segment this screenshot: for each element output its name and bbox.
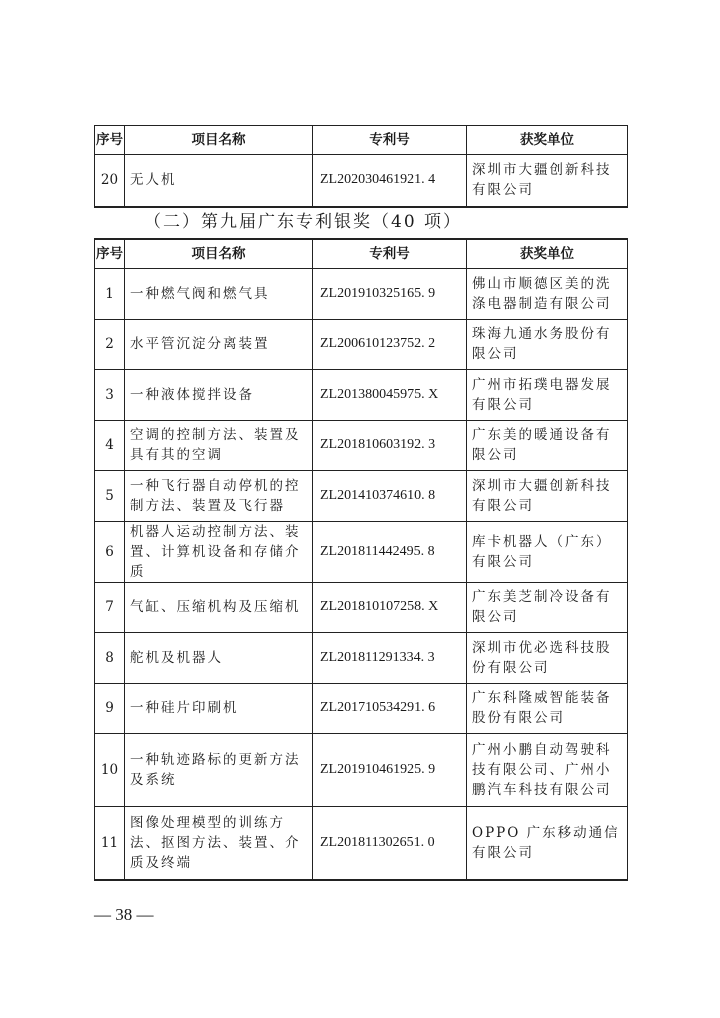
cell-seq: 1 (95, 269, 125, 320)
cell-seq: 4 (95, 420, 125, 471)
cell-name: 水平管沉淀分离装置 (125, 319, 313, 370)
award-table-silver (94, 238, 628, 881)
cell-unit: 珠海九通水务股份有限公司 (467, 319, 628, 370)
cell-seq: 7 (95, 582, 125, 633)
cell-patent: ZL200610123752. 2 (313, 319, 467, 370)
page-number: — 38 — (94, 905, 154, 924)
cell-unit: 广州小鹏自动驾驶科技有限公司、广州小鹏汽车科技有限公司 (467, 734, 628, 807)
table-header-row (95, 126, 628, 155)
cell-patent: ZL201710534291. 6 (313, 683, 467, 734)
cell-unit: OPPO 广东移动通信有限公司 (467, 807, 628, 880)
header-unit: 获奖单位 (467, 126, 628, 155)
table-header-row (95, 239, 628, 269)
table-row (95, 633, 628, 684)
table-row (95, 420, 628, 471)
cell-patent: ZL201810603192. 3 (313, 420, 467, 471)
cell-name: 机器人运动控制方法、装置、计算机设备和存储介质 (125, 521, 313, 582)
cell-unit: 广州市拓璞电器发展有限公司 (467, 370, 628, 421)
header-seq: 序号 (95, 239, 125, 269)
cell-patent: ZL201810107258. X (313, 582, 467, 633)
cell-seq: 3 (95, 370, 125, 421)
cell-seq: 5 (95, 471, 125, 522)
cell-name: 舵机及机器人 (125, 633, 313, 684)
table-row (95, 319, 628, 370)
cell-patent: ZL201410374610. 8 (313, 471, 467, 522)
cell-seq: 6 (95, 521, 125, 582)
cell-name: 一种燃气阀和燃气具 (125, 269, 313, 320)
table-row (95, 269, 628, 320)
cell-unit: 广东美芝制冷设备有限公司 (467, 582, 628, 633)
header-unit: 获奖单位 (467, 239, 628, 269)
cell-name: 图像处理模型的训练方法、抠图方法、装置、介质及终端 (125, 807, 313, 880)
cell-seq: 11 (95, 807, 125, 880)
table-row (95, 521, 628, 582)
table-row (95, 155, 628, 207)
cell-unit: 深圳市大疆创新科技有限公司 (467, 155, 628, 207)
cell-patent: ZL201811442495. 8 (313, 521, 467, 582)
header-patent: 专利号 (313, 126, 467, 155)
cell-unit: 库卡机器人（广东）有限公司 (467, 521, 628, 582)
table-row (95, 370, 628, 421)
cell-seq: 10 (95, 734, 125, 807)
table-row (95, 582, 628, 633)
cell-patent: ZL201910461925. 9 (313, 734, 467, 807)
cell-patent: ZL201910325165. 9 (313, 269, 467, 320)
section-heading: （二）第九届广东专利银奖（40 项） (144, 212, 463, 232)
table-row (95, 683, 628, 734)
cell-seq: 20 (95, 155, 125, 207)
cell-unit: 深圳市大疆创新科技有限公司 (467, 471, 628, 522)
cell-name: 一种液体搅拌设备 (125, 370, 313, 421)
cell-name: 空调的控制方法、装置及具有其的空调 (125, 420, 313, 471)
cell-name: 一种飞行器自动停机的控制方法、装置及飞行器 (125, 471, 313, 522)
cell-seq: 9 (95, 683, 125, 734)
cell-patent: ZL202030461921. 4 (313, 155, 467, 207)
cell-name: 无人机 (125, 155, 313, 207)
cell-unit: 深圳市优必选科技股份有限公司 (467, 633, 628, 684)
header-name: 项目名称 (125, 239, 313, 269)
cell-patent: ZL201811291334. 3 (313, 633, 467, 684)
cell-seq: 8 (95, 633, 125, 684)
table-row (95, 471, 628, 522)
table-row (95, 807, 628, 880)
cell-unit: 广东美的暖通设备有限公司 (467, 420, 628, 471)
header-seq: 序号 (95, 126, 125, 155)
cell-patent: ZL201380045975. X (313, 370, 467, 421)
header-patent: 专利号 (313, 239, 467, 269)
cell-unit: 广东科隆威智能装备股份有限公司 (467, 683, 628, 734)
cell-patent: ZL201811302651. 0 (313, 807, 467, 880)
table-row (95, 734, 628, 807)
award-table-gold (94, 125, 628, 208)
cell-name: 一种硅片印刷机 (125, 683, 313, 734)
header-name: 项目名称 (125, 126, 313, 155)
cell-name: 一种轨迹路标的更新方法及系统 (125, 734, 313, 807)
cell-name: 气缸、压缩机构及压缩机 (125, 582, 313, 633)
cell-unit: 佛山市顺德区美的洗涤电器制造有限公司 (467, 269, 628, 320)
cell-seq: 2 (95, 319, 125, 370)
